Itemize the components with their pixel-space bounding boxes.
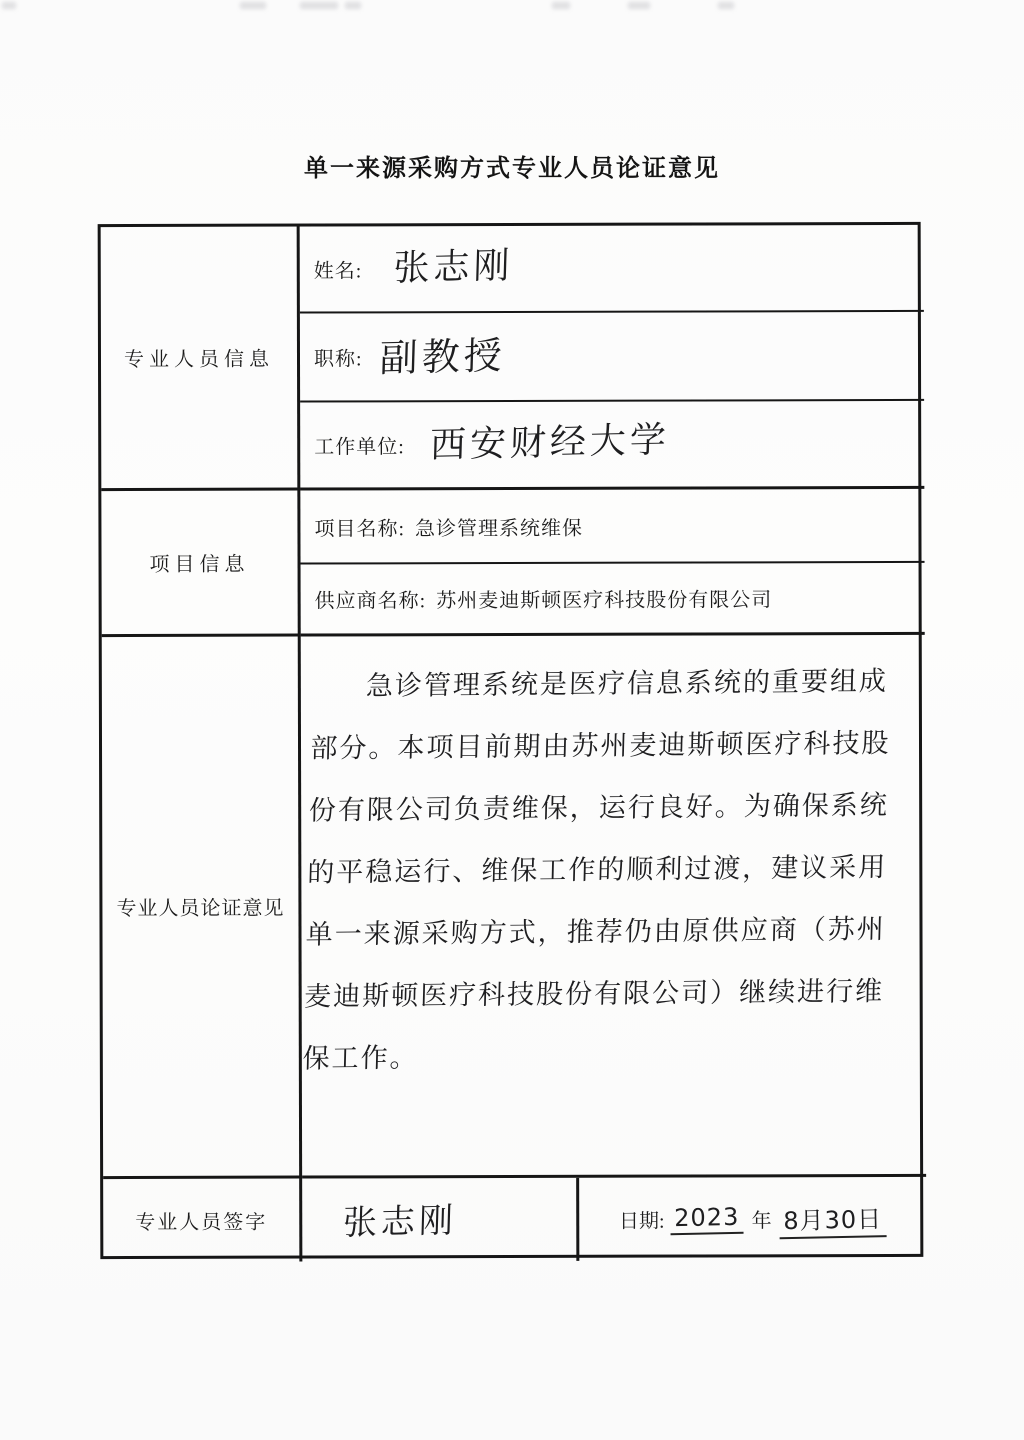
project-name-row: [300, 489, 924, 565]
project-name-label: 项目名称:: [314, 517, 406, 541]
scan-artifact: [0, 0, 1024, 18]
project-name-value: 急诊管理系统维保: [414, 517, 584, 540]
opinion-label: 专业人员论证意见: [102, 637, 302, 1180]
personnel-info-label: 专业人员信息: [101, 227, 301, 492]
name-label: 姓名:: [313, 260, 363, 283]
date-year-handwritten: 2023: [670, 1203, 744, 1235]
job-title-label: 职称:: [313, 348, 363, 371]
date-label: 日期:: [618, 1210, 665, 1233]
document-title: 单一来源采购方式专业人员论证意见: [304, 156, 720, 182]
work-unit-row: [300, 401, 924, 491]
signature-handwritten-value: 张志刚: [342, 1200, 458, 1244]
opinion-cell: [301, 635, 926, 1179]
signature-cell: [302, 1178, 579, 1262]
approval-form-table: [98, 222, 924, 1259]
name-handwritten-value: 张志刚: [392, 245, 514, 290]
job-title-handwritten-value: 副教授: [378, 333, 506, 381]
name-row: [300, 225, 924, 314]
date-cell: [579, 1177, 926, 1261]
work-unit-handwritten-value: 西安财经大学: [428, 419, 671, 467]
supplier-row: [301, 563, 925, 637]
date-year-unit: 年: [751, 1210, 772, 1233]
opinion-handwritten-text: 急诊管理系统是医疗信息系统的重要组成部分。本项目前期由苏州麦迪斯顿医疗科技股份有限公司负责维保，运行良好。为确保系统的平稳运行、维保工作的顺利过渡，建议采用单一来源采购方式，推荐仍由原供应商（苏州麦迪斯顿医疗科技股份有限公司）继续进行维保工作。: [302, 665, 891, 1075]
signature-label: 专业人员签字: [103, 1179, 302, 1263]
date-month-day-handwritten: 8月30日: [779, 1199, 887, 1239]
job-title-row: [300, 312, 924, 403]
supplier-value: 苏州麦迪斯顿医疗科技股份有限公司: [436, 589, 773, 613]
supplier-label: 供应商名称:: [314, 590, 427, 613]
work-unit-label: 工作单位:: [314, 436, 405, 459]
project-info-label: 项目信息: [101, 491, 300, 638]
